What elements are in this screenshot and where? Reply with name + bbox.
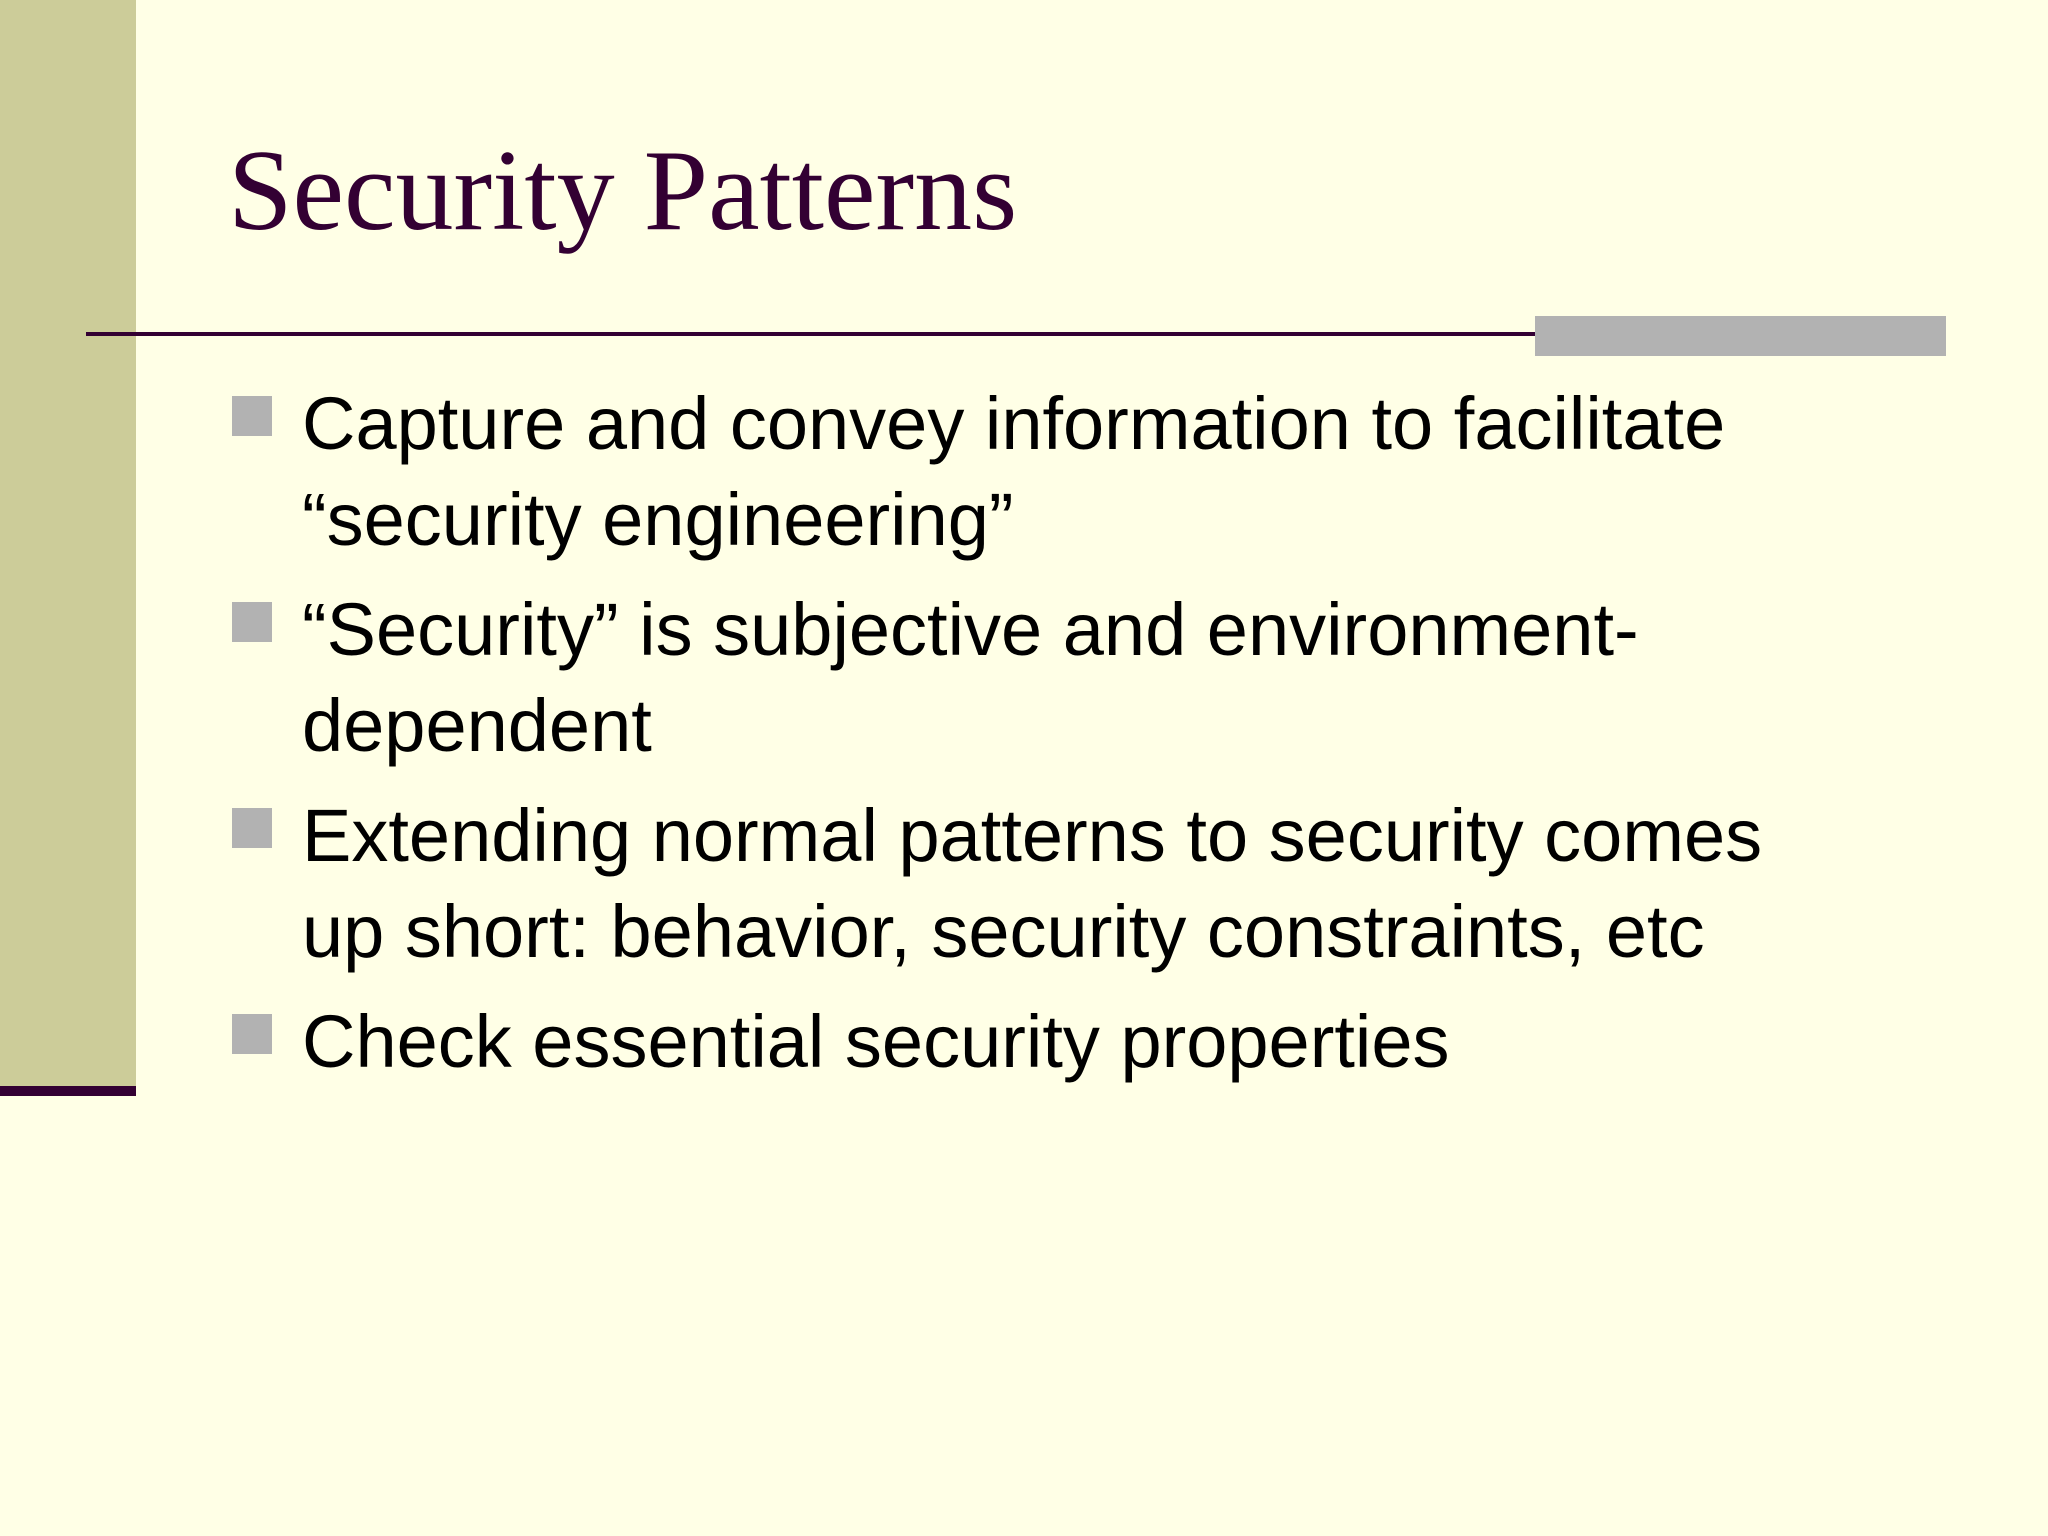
bullet-text-line: up short: behavior, security constraints, etc bbox=[302, 890, 1705, 973]
bullet-text-line: Extending normal patterns to security comes bbox=[302, 794, 1763, 877]
bullet-item bbox=[228, 994, 1928, 1090]
square-bullet-icon bbox=[232, 396, 272, 436]
bullet-text-line: dependent bbox=[302, 684, 652, 767]
bullet-item bbox=[228, 788, 1928, 980]
slide-title: Security Patterns bbox=[228, 127, 1018, 255]
square-bullet-icon bbox=[232, 808, 272, 848]
bullet-text-line: “security engineering” bbox=[302, 478, 1014, 561]
bullet-item bbox=[228, 582, 1928, 774]
left-accent-bar-underline bbox=[0, 1086, 136, 1096]
bullet-text-line: Check essential security properties bbox=[302, 1000, 1450, 1083]
bullet-text-line: “Security” is subjective and environment- bbox=[302, 588, 1639, 671]
left-accent-bar bbox=[0, 0, 136, 1086]
square-bullet-icon bbox=[232, 1014, 272, 1054]
square-bullet-icon bbox=[232, 602, 272, 642]
bullet-item bbox=[228, 376, 1928, 568]
bullet-text-line: Capture and convey information to facilitate bbox=[302, 382, 1726, 465]
bullet-list bbox=[228, 376, 1928, 1104]
title-divider-accent bbox=[1535, 316, 1946, 356]
